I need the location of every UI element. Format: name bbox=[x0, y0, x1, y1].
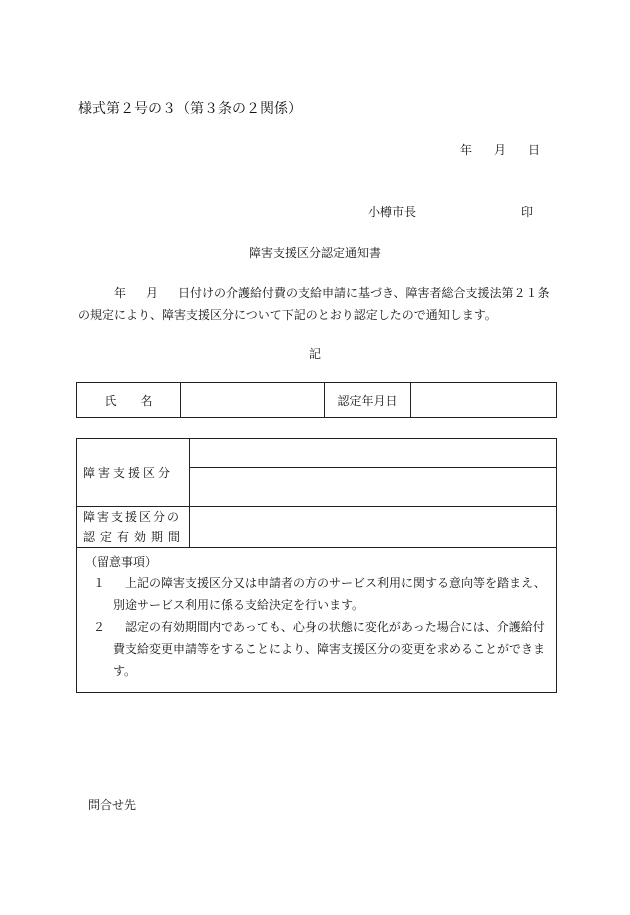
seal-mark: 印 bbox=[521, 205, 534, 219]
note-item-2 bbox=[85, 616, 548, 682]
note-item-2-number: ２ bbox=[93, 620, 106, 634]
ki-heading: 記 bbox=[308, 347, 321, 361]
date-day: 日 bbox=[528, 143, 541, 157]
validity-label-line2: 認定有効期間 bbox=[83, 530, 186, 544]
validity-period-value bbox=[190, 507, 557, 548]
date-month: 月 bbox=[494, 143, 507, 157]
validity-period-label bbox=[77, 507, 190, 548]
category-table bbox=[76, 438, 557, 693]
notice-body-line1 bbox=[78, 282, 558, 304]
category-value-2 bbox=[190, 468, 557, 507]
body-month: 月 bbox=[146, 286, 159, 300]
validity-label-line1: 障害支援区分の bbox=[83, 510, 182, 524]
date-year: 年 bbox=[460, 143, 473, 157]
notice-body bbox=[78, 282, 558, 326]
name-value bbox=[181, 383, 325, 418]
note-item-1-text: 上記の障害支援区分又は申請者の方のサービス利用に関する意向等を踏まえ、別途サービス利用に係る支給決定を行います。 bbox=[113, 576, 546, 612]
certification-date-value bbox=[411, 383, 557, 418]
certification-date-label: 認定年月日 bbox=[325, 383, 411, 418]
document-title: 障害支援区分認定通知書 bbox=[248, 246, 381, 260]
note-item-1-number: １ bbox=[93, 576, 106, 590]
name-label: 氏 名 bbox=[77, 383, 181, 418]
notes-section bbox=[77, 548, 557, 693]
date-line bbox=[460, 141, 540, 158]
body-line1-text: 日付けの介護給付費の支給申請に基づき、障害者総合支援法第２１条 bbox=[178, 286, 550, 300]
contact-label: 問合せ先 bbox=[88, 798, 137, 812]
body-year: 年 bbox=[114, 286, 127, 300]
category-value-1 bbox=[190, 439, 557, 468]
notice-body-line2: の規定により、障害支援区分について下記のとおり認定したので通知します。 bbox=[78, 308, 497, 322]
name-date-table bbox=[76, 382, 557, 418]
note-item-2-text: 認定の有効期間内であっても、心身の状態に変化があった場合には、介護給付費支給変更申請等をすることにより、障害支援区分の変更を求めることができます。 bbox=[113, 620, 546, 678]
issuer-name: 小樽市長 bbox=[368, 205, 417, 219]
category-label: 障害支援区分 bbox=[77, 439, 190, 507]
note-item-1 bbox=[85, 572, 548, 616]
notes-heading: （留意事項） bbox=[85, 555, 158, 569]
form-number: 様式第２号の３（第３条の２関係） bbox=[78, 101, 302, 117]
